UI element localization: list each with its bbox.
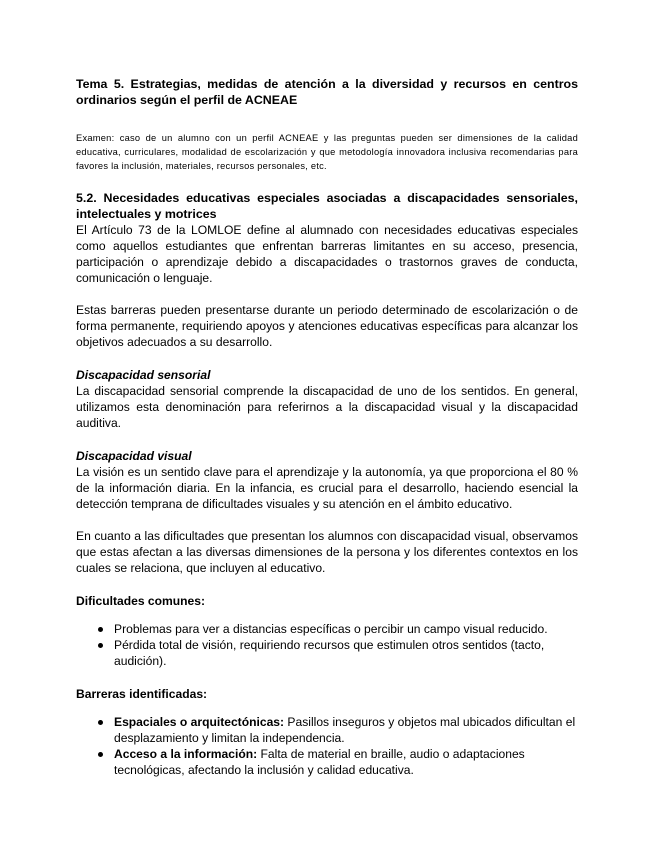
exam-note: Examen: caso de un alumno con un perfil ACNEAE y las preguntas pueden ser dimensiones de la calidad educativa, curriculares, modalidad de escolarización y que metodología innovadora inclusiva recomendarias para favores la inclusión, materiales, recursos personales, etc. (76, 133, 578, 171)
sensorial-paragraph: La discapacidad sensorial comprende la discapacidad de uno de los sentidos. En general, utilizamos esta denominación para referirnos a la discapacidad visual y la discapacidad auditiva. (76, 384, 578, 430)
list-item-text: Falta de material en braille, audio o adaptaciones tecnológicas, afectando la inclusión y calidad educativa. (114, 747, 525, 777)
visual-paragraph-1: La visión es un sentido clave para el aprendizaje y la autonomía, ya que proporciona el 80 % de la información diaria. En la infancia, es crucial para el desarrollo, haciendo esencial la detección temprana de dificultades visuales y su atención en el ámbito educativo. (76, 465, 578, 511)
bullet-icon (98, 752, 103, 757)
list-item-text: Problemas para ver a distancias específicas o percibir un campo visual reducido. (114, 622, 548, 636)
document-page (76, 76, 578, 778)
list-item (76, 637, 578, 669)
difficulties-heading: Dificultades comunes: (76, 594, 206, 608)
intro-paragraph-1: El Artículo 73 de la LOMLOE define al alumnado con necesidades educativas especiales como aquellos estudiantes que enfrentan barreras limitantes en su acceso, presencia, participación o aprendizaje debido a discapacidades o trastornos graves de conducta, comunicación o lenguaje. (76, 223, 578, 285)
intro-paragraph-2: Estas barreras pueden presentarse durante un periodo determinado de escolarización o de forma permanente, requiriendo apoyos y atenciones educativas específicas para alcanzar los objetivos adecuados a su desarrollo. (76, 303, 578, 349)
list-item-text: Pasillos inseguros y objetos mal ubicados dificultan el desplazamiento y limitan la independencia. (114, 715, 576, 745)
sensorial-heading: Discapacidad sensorial (76, 368, 211, 382)
visual-heading: Discapacidad visual (76, 449, 192, 463)
list-item (76, 714, 578, 746)
list-item-label: Espaciales o arquitectónicas: (114, 715, 285, 729)
list-item (76, 746, 578, 778)
visual-paragraph-2: En cuanto a las dificultades que presentan los alumnos con discapacidad visual, observamos que estas afectan a las diversas dimensiones de la persona y los diferentes contextos en los cuales se relaciona, que incluyen al educativo. (76, 529, 578, 575)
document-title: Tema 5. Estrategias, medidas de atención a la diversidad y recursos en centros ordinarios según el perfil de ACNEAE (76, 77, 578, 107)
barriers-heading: Barreras identificadas: (76, 687, 208, 701)
bullet-icon (98, 627, 103, 632)
list-item-label: Acceso a la información: (114, 747, 258, 761)
difficulties-list (76, 621, 578, 669)
list-item (76, 621, 578, 637)
bullet-icon (98, 720, 103, 725)
section-heading: 5.2. Necesidades educativas especiales asociadas a discapacidades sensoriales, intelectuales y motrices (76, 191, 578, 221)
bullet-icon (98, 643, 103, 648)
barriers-list (76, 714, 578, 778)
list-item-text: Pérdida total de visión, requiriendo recursos que estimulen otros sentidos (tacto, audición). (114, 638, 545, 668)
